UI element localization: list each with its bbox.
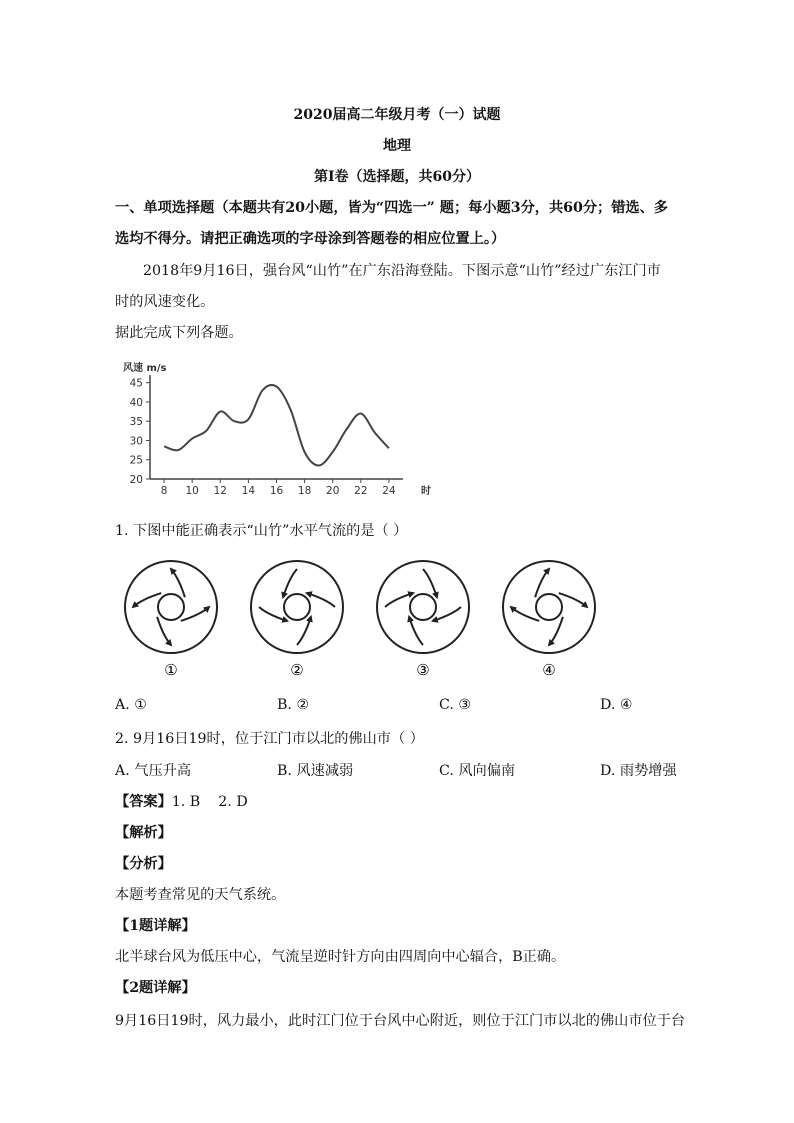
x-tick-label: 8 (160, 485, 168, 497)
outer-circle (503, 561, 595, 653)
airflow-arrow (511, 607, 539, 621)
airflow-arrow (549, 617, 563, 645)
airflow-arrow (535, 569, 549, 597)
q2-option-c: C. 风向偏南 (439, 763, 516, 779)
q1-option-b: B. ② (277, 697, 310, 713)
intro-line1: 2018年9月16日，强台风“山竹”在广东沿海登陆。下图示意“山竹”经过广东江门市 (143, 263, 661, 279)
answer-label: 【答案】 (115, 794, 172, 810)
y-tick-label: 40 (129, 396, 143, 409)
airflow-diagrams (118, 557, 608, 682)
y-tick-label: 20 (129, 474, 143, 486)
q1-option-a: A. ① (115, 697, 147, 713)
airflow-arrow (409, 617, 423, 645)
chart-xlabel: 时 (421, 486, 431, 497)
volume-title: 第Ⅰ卷（选择题，共60分） (313, 169, 481, 185)
x-tick-label: 12 (213, 485, 227, 497)
outer-circle (377, 561, 469, 653)
center-circle (158, 594, 184, 620)
y-tick-label: 30 (129, 435, 143, 448)
q2-option-a: A. 气压升高 (115, 763, 192, 779)
wind-speed-chart (118, 355, 438, 500)
chart-ylabel: 风速 m/s (123, 363, 167, 374)
question2-text: 2. 9月16日19时，位于江门市以北的佛山市（ ） (115, 731, 424, 747)
intro-line3: 据此完成下列各题。 (115, 325, 243, 341)
q1-detail-label: 【1题详解】 (115, 918, 196, 934)
airflow-arrow (181, 607, 209, 621)
x-tick-label: 16 (269, 485, 284, 497)
q1-detail-text: 北半球台风为低压中心，气流呈逆时针方向由四周向中心辐合，B正确。 (115, 949, 566, 965)
figure-label-2: ② (290, 661, 304, 679)
airflow-diagram-3 (377, 561, 469, 653)
airflow-arrow (559, 593, 587, 607)
airflow-arrow (283, 569, 297, 597)
airflow-arrow (259, 607, 287, 621)
section-heading-line2: 选均不得分。请把正确选项的字母涂到答题卷的相应位置上。） (115, 231, 506, 247)
airflow-arrow (171, 569, 185, 597)
figure-label-1: ① (164, 661, 178, 679)
x-tick-label: 10 (185, 485, 199, 497)
airflow-arrow (423, 569, 437, 597)
q2-detail-text: 9月16日19时，风力最小，此时江门位于台风中心附近，则位于江门市以北的佛山市位于台 (115, 1013, 686, 1029)
subject-title: 地理 (383, 138, 411, 154)
airflow-arrow (307, 593, 335, 607)
fenxi-text: 本题考查常见的天气系统。 (115, 887, 286, 903)
airflow-arrow (385, 593, 413, 607)
airflow-arrow (297, 617, 311, 645)
airflow-diagram-1 (125, 561, 217, 653)
figure-label-3: ③ (416, 661, 430, 679)
y-tick-label: 25 (129, 454, 143, 467)
answer-line (115, 791, 248, 811)
airflow-diagram-4 (503, 561, 595, 653)
center-circle (284, 594, 310, 620)
q1-option-c: C. ③ (439, 697, 472, 713)
x-tick-label: 14 (241, 485, 256, 497)
y-tick-label: 45 (129, 377, 143, 390)
x-tick-label: 20 (326, 485, 340, 497)
x-tick-label: 18 (297, 485, 312, 497)
answer-value: 1. B 2. D (171, 794, 248, 810)
fenxi-label: 【分析】 (115, 856, 172, 872)
q1-option-d: D. ④ (600, 697, 633, 713)
outer-circle (251, 561, 343, 653)
section-heading-line1: 一、单项选择题（本题共有20小题，皆为“四选一” 题；每小题3分，共60分；错选、多 (115, 200, 668, 216)
center-circle (410, 594, 436, 620)
question1-text: 1. 下图中能正确表示“山竹”水平气流的是（ ） (115, 523, 408, 539)
airflow-arrow (433, 607, 461, 621)
y-tick-label: 35 (129, 416, 143, 429)
exam-title: 2020届高二年级月考（一）试题 (293, 107, 501, 123)
center-circle (536, 594, 562, 620)
q2-detail-label: 【2题详解】 (115, 980, 196, 996)
outer-circle (125, 561, 217, 653)
q2-option-b: B. 风速减弱 (277, 763, 354, 779)
figure-label-4: ④ (542, 661, 556, 679)
airflow-diagram-2 (251, 561, 343, 653)
q2-option-d: D. 雨势增强 (600, 763, 677, 779)
airflow-arrow (157, 617, 171, 645)
wind-speed-series-line (164, 385, 389, 466)
jiexi-label: 【解析】 (115, 825, 172, 841)
x-tick-label: 22 (354, 485, 368, 497)
x-tick-label: 24 (382, 485, 396, 497)
airflow-arrow (133, 593, 161, 607)
intro-line2: 时的风速变化。 (115, 294, 215, 310)
